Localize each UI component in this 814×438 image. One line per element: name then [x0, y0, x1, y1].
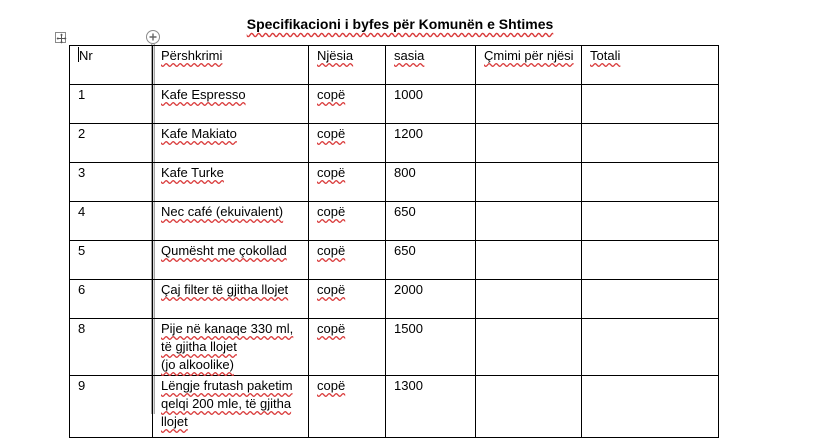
cell-unit-text: copë — [317, 378, 346, 393]
cell-nr[interactable] — [70, 202, 153, 241]
cell-unit-text: copë — [317, 165, 346, 180]
cell-description-text: Pije në kanaqe 330 ml, të gjitha llojet (jo alkoolike) — [161, 321, 294, 372]
cell-quantity[interactable] — [386, 280, 476, 319]
cell-total[interactable] — [582, 241, 719, 280]
cell-description[interactable] — [153, 163, 309, 202]
cell-quantity-text: 650 — [394, 243, 416, 258]
cell-description[interactable] — [153, 202, 309, 241]
cell-quantity-text: 1500 — [394, 321, 423, 336]
cell-quantity[interactable] — [386, 163, 476, 202]
cell-unit-price[interactable] — [476, 280, 582, 319]
header-description-label: Përshkrimi — [161, 48, 223, 63]
cell-unit[interactable] — [309, 319, 386, 376]
cell-unit[interactable] — [309, 163, 386, 202]
cell-unit[interactable] — [309, 85, 386, 124]
table-row — [70, 163, 719, 202]
cell-unit-text: copë — [317, 321, 346, 336]
cell-nr-text: 9 — [78, 378, 86, 393]
cell-description-text: Kafe Turke — [161, 165, 224, 180]
cell-nr-text: 5 — [78, 243, 86, 258]
cell-nr[interactable] — [70, 319, 153, 376]
page-title: Specifikacioni i byfes për Komunën e Shtimes — [246, 16, 554, 32]
cell-quantity-text: 1200 — [394, 126, 423, 141]
cell-quantity[interactable] — [386, 241, 476, 280]
cell-nr[interactable] — [70, 124, 153, 163]
table-row — [70, 376, 719, 438]
cell-total[interactable] — [582, 319, 719, 376]
cell-total[interactable] — [582, 202, 719, 241]
cell-description[interactable] — [153, 241, 309, 280]
header-quantity-label: sasia — [394, 48, 425, 63]
table-row — [70, 85, 719, 124]
table-row — [70, 319, 719, 376]
cell-nr-text: 2 — [78, 126, 86, 141]
header-unit-price-label: Çmimi për njësi — [484, 48, 574, 63]
header-unit-price[interactable] — [476, 46, 582, 85]
cell-nr-text: 1 — [78, 87, 86, 102]
header-quantity[interactable] — [386, 46, 476, 85]
cell-description[interactable] — [153, 319, 309, 376]
cell-unit-text: copë — [317, 243, 346, 258]
cell-description[interactable] — [153, 376, 309, 438]
table-header-row — [70, 46, 719, 85]
header-nr[interactable] — [70, 46, 153, 85]
column-insert-plus-icon[interactable] — [146, 30, 160, 44]
table-row — [70, 202, 719, 241]
cell-unit-price[interactable] — [476, 124, 582, 163]
cell-nr-text: 8 — [78, 321, 86, 336]
cell-total[interactable] — [582, 163, 719, 202]
cell-description-text: Qumësht me çokollad — [161, 243, 287, 258]
cell-total[interactable] — [582, 85, 719, 124]
cell-unit-text: copë — [317, 126, 346, 141]
cell-unit[interactable] — [309, 124, 386, 163]
table-row — [70, 241, 719, 280]
cell-nr[interactable] — [70, 163, 153, 202]
cell-description-text: Nec café (ekuivalent) — [161, 204, 284, 219]
header-unit[interactable] — [309, 46, 386, 85]
cell-total[interactable] — [582, 124, 719, 163]
cell-unit-price[interactable] — [476, 319, 582, 376]
cell-quantity-text: 1000 — [394, 87, 423, 102]
cell-unit-text: copë — [317, 204, 346, 219]
cell-quantity-text: 800 — [394, 165, 416, 180]
cell-unit-text: copë — [317, 282, 346, 297]
cell-nr-text: 6 — [78, 282, 86, 297]
cell-unit-price[interactable] — [476, 241, 582, 280]
cell-unit[interactable] — [309, 280, 386, 319]
table-row — [70, 124, 719, 163]
header-description[interactable] — [153, 46, 309, 85]
cell-description[interactable] — [153, 124, 309, 163]
cell-description[interactable] — [153, 280, 309, 319]
cell-unit-price[interactable] — [476, 163, 582, 202]
cell-description[interactable] — [153, 85, 309, 124]
cell-unit[interactable] — [309, 241, 386, 280]
cell-quantity[interactable] — [386, 319, 476, 376]
cell-unit-text: copë — [317, 87, 346, 102]
header-total-label: Totali — [590, 48, 621, 63]
cell-quantity[interactable] — [386, 124, 476, 163]
cell-total[interactable] — [582, 376, 719, 438]
cell-quantity-text: 650 — [394, 204, 416, 219]
header-total[interactable] — [582, 46, 719, 85]
cell-unit-price[interactable] — [476, 85, 582, 124]
cell-unit[interactable] — [309, 376, 386, 438]
cell-nr[interactable] — [70, 376, 153, 438]
cell-nr[interactable] — [70, 280, 153, 319]
cell-description-text: Lëngje frutash paketim qelqi 200 mle, të gjitha llojet — [161, 378, 293, 429]
cell-description-text: Kafe Makiato — [161, 126, 237, 141]
cell-description-text: Kafe Espresso — [161, 87, 246, 102]
cell-unit[interactable] — [309, 202, 386, 241]
table-move-handle-icon[interactable] — [55, 32, 66, 43]
cell-quantity[interactable] — [386, 202, 476, 241]
cell-nr-text: 4 — [78, 204, 86, 219]
cell-unit-price[interactable] — [476, 376, 582, 438]
cell-quantity-text: 2000 — [394, 282, 423, 297]
cell-nr[interactable] — [70, 85, 153, 124]
header-unit-label: Njësia — [317, 48, 354, 63]
cell-total[interactable] — [582, 280, 719, 319]
specification-table — [69, 45, 719, 438]
cell-description-text: Çaj filter të gjitha llojet — [161, 282, 289, 297]
header-nr-label: Nr — [79, 48, 93, 63]
cell-quantity[interactable] — [386, 376, 476, 438]
cell-nr-text: 3 — [78, 165, 86, 180]
table-row — [70, 280, 719, 319]
cell-quantity-text: 1300 — [394, 378, 423, 393]
cell-quantity[interactable] — [386, 85, 476, 124]
cell-nr[interactable] — [70, 241, 153, 280]
cell-unit-price[interactable] — [476, 202, 582, 241]
